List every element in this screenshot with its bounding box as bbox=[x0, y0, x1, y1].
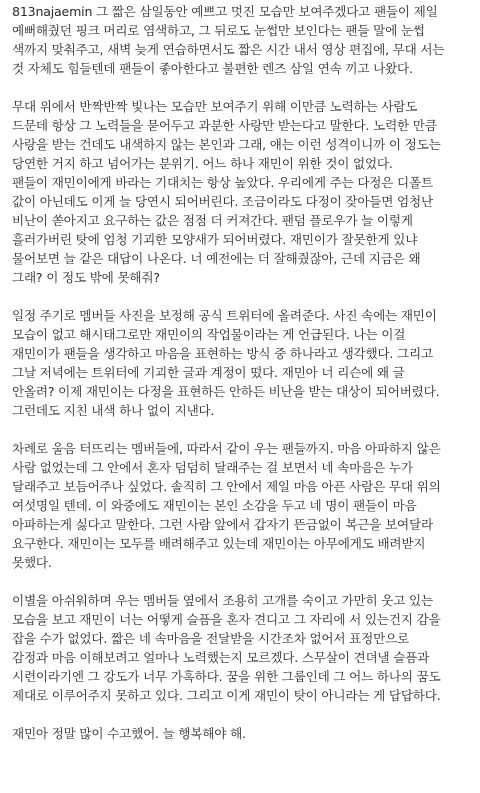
text-line: 것 자체도 힘들텐데 팬들이 좋아한다고 불편한 렌즈 삼일 연속 끼고 나왔다. bbox=[12, 61, 413, 76]
paragraph bbox=[12, 306, 468, 420]
text-line: 제대로 이루어주지 못하고 있다. 그리고 이게 재민이 탓이 아니라는 게 답답하다. bbox=[12, 688, 441, 703]
text-line: 팬들이 재민이에게 바라는 기대치는 항상 높았다. 우리에게 주는 다정은 디폴트 bbox=[12, 175, 433, 190]
paragraph-gap bbox=[12, 78, 468, 97]
text-line: 감정과 마음 이해보려고 얼마나 노력했는지 모르겠다. 스무살이 견뎌낼 슬픔과 bbox=[12, 650, 430, 665]
paragraph bbox=[12, 439, 468, 572]
text-line: 재민이가 팬들을 생각하고 마음을 표현하는 방식 중 하나라고 생각했다. 그리고 bbox=[12, 346, 433, 361]
text-line: 여섯명일 텐데. 이 와중에도 재민이는 본인 소감을 두고 네 명이 팬들이 마음 bbox=[12, 498, 417, 513]
text-line: 그래? 이 정도 밖에 못해줘? bbox=[12, 270, 160, 285]
text-line: 차례로 울음 터뜨리는 멤버들에, 따라서 같이 우는 팬들까지. 마음 아파하지 않은 bbox=[12, 441, 441, 456]
text-line: 아파하는게 싫다고 말한다. 그런 사람 앞에서 갑자기 뜬금없이 복근을 보여달라 bbox=[12, 517, 433, 532]
paragraph bbox=[12, 591, 468, 705]
text-line: 달래주고 보듬어주나 싶었다. 솔직히 그 안에서 제일 마음 아픈 사람은 무대 위의 bbox=[12, 479, 441, 494]
paragraph-gap bbox=[12, 420, 468, 439]
paragraph bbox=[12, 2, 468, 78]
text-line: 색까지 맞춰주고, 새벽 늦게 연습하면서도 짧은 시간 내서 영상 편집에, 무대 서는 bbox=[12, 42, 445, 57]
text-line: 시련이라기엔 그 강도가 너무 가혹하다. 꿈을 위한 그룹인데 그 어느 하나의 꿈도 bbox=[12, 669, 441, 684]
paragraph bbox=[12, 97, 468, 287]
text-line: 요구한다. 재민이는 모두를 배려해주고 있는데 재민이는 아무에게도 배려받지 bbox=[12, 536, 426, 551]
paragraph-gap bbox=[12, 287, 468, 306]
text-line: 못했다. bbox=[12, 555, 52, 570]
text-line: 물어보면 늘 같은 대답이 나온다. 너 예전에는 더 잘해줬잖아, 근데 지금은 왜 bbox=[12, 251, 421, 266]
text-line: 일정 주기로 멤버들 사진을 보정해 공식 트위터에 올려준다. 사진 속에는 재민이 bbox=[12, 308, 437, 323]
text-line: 당연한 거지 하고 넘어가는 분위기. 어느 하나 재민이 위한 것이 없었다. bbox=[12, 156, 393, 171]
text-line: 안올려? 이제 재민이는 다정을 표현하든 안하든 비난을 받는 대상이 되어버렸다. bbox=[12, 384, 440, 399]
text-line: 재민아 정말 많이 수고했어. 늘 행복해야 해. bbox=[12, 726, 246, 741]
text-line: 이별을 아쉬워하며 우는 멤버들 옆에서 조용히 고개를 숙이고 가만히 웃고 있는 bbox=[12, 593, 433, 608]
text-line: 예뻐해줬던 핑크 머리로 염색하고, 그 뒤로도 눈썹만 보인다는 팬들 말에 눈썹 bbox=[12, 23, 425, 38]
text-line: 드문데 항상 그 노력들을 묻어두고 과분한 사랑만 받는다고 말한다. 노력한 만큼 bbox=[12, 118, 437, 133]
text-line: 흘러가버린 탓에 엄청 기괴한 모양새가 되어버렸다. 재민이가 잘못한게 있냐 bbox=[12, 232, 418, 247]
text-line: 그런데도 지친 내색 하나 없이 지낸다. bbox=[12, 403, 215, 418]
text-line: 비난이 쏟아지고 요구하는 값은 점점 더 커져간다. 팬덤 플로우가 늘 이렇게 bbox=[12, 213, 413, 228]
text-line: 무대 위에서 반짝반짝 빛나는 모습만 보여주기 위해 이만큼 노력하는 사람도 bbox=[12, 99, 418, 114]
paragraph-gap bbox=[12, 705, 468, 724]
text-line: 813najaemin 그 짧은 삼일동안 예쁘고 멋진 모습만 보여주겠다고 팬들이 제일 bbox=[12, 4, 438, 19]
text-line: 잡을 수가 없었다. 짧은 네 속마음을 전달받을 시간조차 없어서 표정만으로 bbox=[12, 631, 409, 646]
text-line: 그날 저녁에는 트위터에 기괴한 글과 계정이 떴다. 재민아 너 리슨에 왜 글 bbox=[12, 365, 405, 380]
text-line: 값이 아닌데도 이게 늘 당연시 되어버린다. 조금이라도 다정이 잦아들면 엄청난 bbox=[12, 194, 433, 209]
text-line: 모습을 보고 재민이 너는 어떻게 슬픔을 혼자 견디고 그 자리에 서 있는건지 감을 bbox=[12, 612, 441, 627]
text-line: 모습이 없고 해시태그로만 재민이의 작업물이라는 게 언급된다. 나는 이걸 bbox=[12, 327, 406, 342]
paragraph bbox=[12, 724, 468, 743]
text-line: 사랑을 받는 건데도 내색하지 않는 본인과 그래, 얘는 이런 성격이니까 이 정도는 bbox=[12, 137, 441, 152]
paragraph-gap bbox=[12, 572, 468, 591]
text-line: 사람 없었는데 그 안에서 혼자 덤덤히 달래주는 걸 보면서 네 속마음은 누가 bbox=[12, 460, 413, 475]
